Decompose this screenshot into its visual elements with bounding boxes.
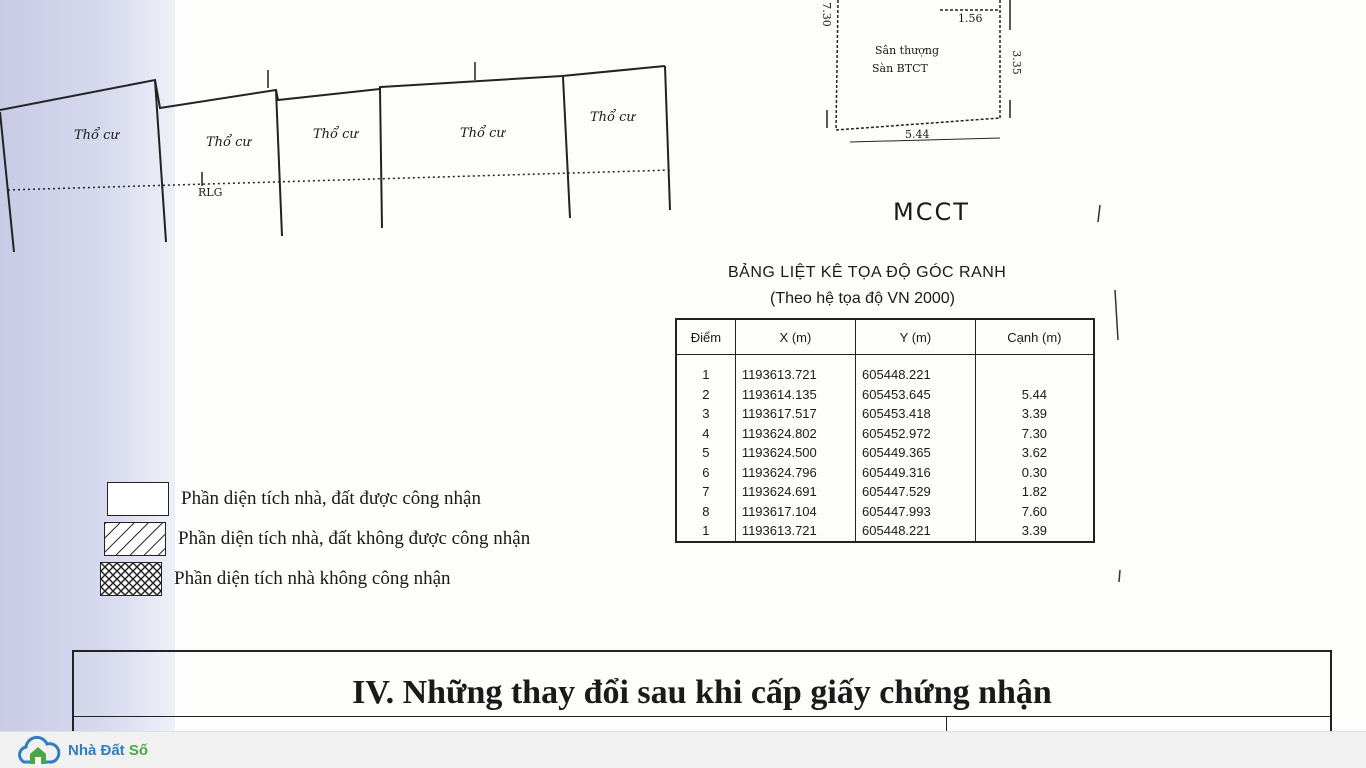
floor-plan-label: Sân thượng (875, 44, 940, 57)
watermark-bar (0, 731, 1366, 768)
table-row (676, 404, 1094, 424)
point-cell: 4 (676, 424, 735, 444)
y-cell: 605448.221 (856, 521, 976, 542)
table-row (676, 521, 1094, 542)
edge-cell: 0.30 (975, 463, 1094, 483)
floor-plan-label: Sàn BTCT (872, 62, 928, 75)
column-header: Điểm (676, 319, 735, 355)
plot-label: Thổ cư (206, 135, 251, 150)
point-cell: 5 (676, 443, 735, 463)
dimension-label: 7.30 (819, 2, 833, 27)
plot-label: Thổ cư (590, 110, 635, 125)
y-cell: 605447.993 (856, 502, 976, 522)
dimension-label: 3.35 (1009, 50, 1023, 75)
plot-label: Thổ cư (460, 126, 505, 141)
legend-item (107, 482, 481, 516)
point-cell: 6 (676, 463, 735, 483)
point-cell: 3 (676, 404, 735, 424)
edge-cell: 1.82 (975, 482, 1094, 502)
table-header-row (676, 319, 1094, 355)
y-cell: 605453.645 (856, 385, 976, 405)
column-header: X (m) (735, 319, 855, 355)
table-row (676, 463, 1094, 483)
y-cell: 605452.972 (856, 424, 976, 444)
table-row (676, 385, 1094, 405)
edge-cell: 3.62 (975, 443, 1094, 463)
legend-label: Phần diện tích nhà, đất không được công nhận (178, 528, 531, 549)
point-cell: 2 (676, 385, 735, 405)
edge-cell (975, 355, 1094, 385)
legend-label: Phần diện tích nhà, đất được công nhận (181, 488, 481, 509)
y-cell: 605448.221 (856, 355, 976, 385)
legend-item (104, 522, 530, 556)
edge-cell: 7.60 (975, 502, 1094, 522)
edge-cell: 7.30 (975, 424, 1094, 444)
house-cloud-icon (14, 734, 62, 768)
x-cell: 1193613.721 (735, 521, 855, 542)
table-row (676, 355, 1094, 385)
brand-logo-text (68, 742, 148, 759)
plot-label: Thổ cư (313, 127, 358, 142)
legend-swatch-hatched (104, 522, 166, 556)
dimension-label: 1.56 (958, 12, 983, 25)
coordinate-table (675, 318, 1095, 543)
x-cell: 1193613.721 (735, 355, 855, 385)
legend-swatch-crosshatched (100, 562, 162, 596)
dimension-label: 5.44 (905, 128, 930, 141)
x-cell: 1193624.796 (735, 463, 855, 483)
y-cell: 605449.316 (856, 463, 976, 483)
point-cell: 7 (676, 482, 735, 502)
edge-cell: 3.39 (975, 521, 1094, 542)
y-cell: 605447.529 (856, 482, 976, 502)
coord-table-title: BẢNG LIỆT KÊ TỌA ĐỘ GÓC RANH (728, 264, 1007, 281)
x-cell: 1193617.517 (735, 404, 855, 424)
coord-table-subtitle: (Theo hệ tọa độ VN 2000) (770, 290, 956, 307)
column-header: Y (m) (856, 319, 976, 355)
table-row (676, 443, 1094, 463)
table-row (676, 482, 1094, 502)
point-cell: 1 (676, 355, 735, 385)
brand-accent: Số (128, 742, 149, 759)
y-cell: 605449.365 (856, 443, 976, 463)
road-label: RLG (198, 186, 223, 199)
x-cell: 1193617.104 (735, 502, 855, 522)
brand-name: Nhà Đất (68, 742, 129, 759)
handwritten-stamp: MCCT (893, 198, 970, 226)
section-divider (74, 716, 1330, 717)
point-cell: 8 (676, 502, 735, 522)
table-row (676, 424, 1094, 444)
edge-cell: 3.39 (975, 404, 1094, 424)
legend-item (100, 562, 451, 596)
y-cell: 605453.418 (856, 404, 976, 424)
column-header: Cạnh (m) (975, 319, 1094, 355)
table-row (676, 502, 1094, 522)
section-title: IV. Những thay đổi sau khi cấp giấy chứng nhận (352, 674, 1052, 711)
x-cell: 1193614.135 (735, 385, 855, 405)
legend-swatch-plain (107, 482, 169, 516)
edge-cell: 5.44 (975, 385, 1094, 405)
x-cell: 1193624.802 (735, 424, 855, 444)
legend-label: Phần diện tích nhà không công nhận (174, 568, 451, 589)
plot-label: Thổ cư (74, 128, 119, 143)
point-cell: 1 (676, 521, 735, 542)
x-cell: 1193624.500 (735, 443, 855, 463)
x-cell: 1193624.691 (735, 482, 855, 502)
